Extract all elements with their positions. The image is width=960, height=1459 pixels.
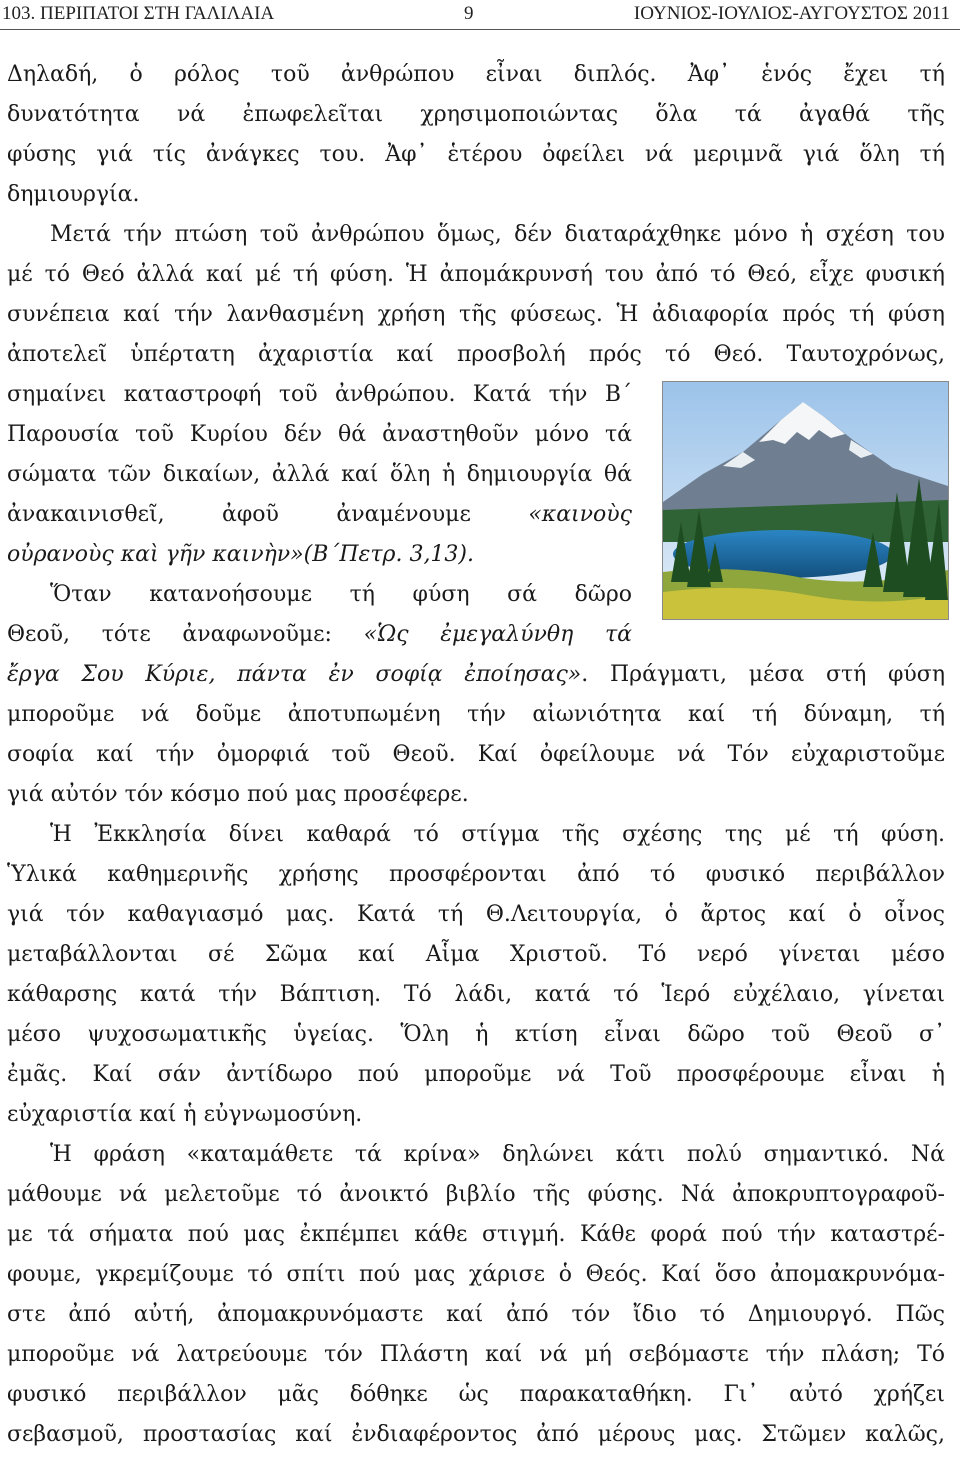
- text-line: φύσης γιά τίς ἀνάγκες του. Ἀφ᾽ ἑτέρου ὀφείλει νά μεριμνᾶ γιά ὅλη τή: [7, 142, 945, 167]
- text-line: γιά τόν καθαγιασμό μας. Κατά τή Θ.Λειτουργία, ὁ ἄρτος καί ὁ οἶνος: [7, 902, 945, 927]
- text-line: σεβασμοῦ, προστασίας καί ἐνδιαφέροντος ἀπό μέρους μας. Στῶμεν καλῶς,: [7, 1422, 945, 1447]
- text-line: κάθαρσης κατά τήν Βάπτιση. Τό λάδι, κατά τό Ἱερό εὐχέλαιο, γίνεται: [7, 982, 945, 1007]
- text-line: Ὅταν κατανοήσουμε τή φύση σά δῶρο: [50, 582, 632, 607]
- issue-date: ΙΟΥΝΙΟΣ-ΙΟΥΛΙΟΣ-ΑΥΓΟΥΣΤΟΣ 2011: [633, 3, 950, 24]
- mountain-lake-illustration: [663, 382, 948, 619]
- text-line: Ἡ Ἐκκλησία δίνει καθαρά τό στίγμα τῆς σχέσης της μέ τή φύση.: [50, 822, 945, 847]
- text-line: συνέπεια καί τήν λανθασμένη χρήση τῆς φύσεως. Ἡ ἀδιαφορία πρός τή φύση: [7, 302, 945, 327]
- text-run: . Πράγματι, μέσα στή φύση: [581, 662, 946, 687]
- text-line: μποροῦμε νά λατρεύουμε τόν Πλάστη καί νά μή σεβόμαστε τήν πλάση; Τό: [7, 1342, 945, 1367]
- landscape-photo: [662, 381, 949, 620]
- text-line: σοφία καί τήν ὀμορφιά τοῦ Θεοῦ. Καί ὀφείλουμε νά Τόν εὐχαριστοῦμε: [7, 742, 945, 767]
- text-line: ἀποτελεῖ ὑπέρτατη ἀχαριστία καί προσβολή πρός τό Θεό. Ταυτοχρόνως,: [7, 342, 945, 367]
- header-title: 103. ΠΕΡΙΠΑΤΟΙ ΣΤΗ ΓΑΛΙΛΑΙΑ: [2, 3, 275, 24]
- running-header: [0, 0, 960, 28]
- text-line: [7, 655, 945, 695]
- text-line: φουμε, γκρεμίζουμε τό σπίτι πού μας χάρισε ὁ Θεός. Καί ὅσο ἀπομακρυνόμα-: [7, 1262, 945, 1287]
- text-line: δημιουργία.: [7, 182, 140, 207]
- scripture-quote: οὐρανοὺς καὶ γῆν καινὴν»(Β΄Πετρ. 3,13).: [7, 542, 475, 567]
- text-line: Παρουσία τοῦ Κυρίου δέν θά ἀναστηθοῦν μόνο τά: [7, 422, 632, 447]
- text-line: μποροῦμε νά δοῦμε ἀποτυπωμένη τήν αἰωνιότητα καί τή δύναμη, τή: [7, 702, 945, 727]
- text-line: ἐμᾶς. Καί σάν ἀντίδωρο πού μποροῦμε νά Τοῦ προσφέρουμε εἶναι ἡ: [7, 1062, 945, 1087]
- text-line: σημαίνει καταστροφή τοῦ ἀνθρώπου. Κατά τήν Β΄: [7, 382, 632, 407]
- text-line: [7, 615, 632, 655]
- text-line: [7, 495, 632, 535]
- text-run: Θεοῦ, τότε ἀναφωνοῦμε:: [7, 622, 364, 647]
- text-line: εὐχαριστία καί ἡ εὐγνωμοσύνη.: [7, 1102, 363, 1127]
- text-line: σώματα τῶν δικαίων, ἀλλά καί ὅλη ἡ δημιουργία θά: [7, 462, 632, 487]
- quote-run: «Ὡς ἐμεγαλύνθη τά: [363, 622, 633, 647]
- header-rule: [0, 29, 960, 30]
- page-number: 9: [464, 3, 474, 24]
- text-line: με τά σήματα πού μας ἐκπέμπει κάθε στιγμή. Κάθε φορά πού τήν καταστρέ-: [7, 1222, 945, 1247]
- text-line: Δηλαδή, ὁ ρόλος τοῦ ἀνθρώπου εἶναι διπλός. Ἀφ᾽ ἑνός ἔχει τή: [7, 62, 945, 87]
- text-line: δυνατότητα νά ἐπωφελεῖται χρησιμοποιώντας ὅλα τά ἀγαθά τῆς: [7, 102, 945, 127]
- quote-run: ἔργα Σου Κύριε, πάντα ἐν σοφίᾳ ἐποίησας»: [7, 662, 582, 687]
- text-line: μέσο ψυχοσωματικῆς ὑγείας. Ὅλη ἡ κτίση εἶναι δῶρο τοῦ Θεοῦ σ᾽: [7, 1022, 945, 1047]
- text-line: μεταβάλλονται σέ Σῶμα καί Αἷμα Χριστοῦ. Τό νερό γίνεται μέσο: [7, 942, 945, 967]
- text-line: γιά αὐτόν τόν κόσμο πού μας προσέφερε.: [7, 782, 469, 807]
- text-line: φυσικό περιβάλλον μᾶς δόθηκε ὡς παρακαταθήκη. Γι᾽ αὐτό χρήζει: [7, 1382, 945, 1407]
- text-line: στε ἀπό αὐτή, ἀπομακρυνόμαστε καί ἀπό τόν ἴδιο τό Δημιουργό. Πῶς: [7, 1302, 945, 1327]
- text-line: μέ τό Θεό ἀλλά καί μέ τή φύση. Ἡ ἀπομάκρυνσή του ἀπό τό Θεό, εἶχε φυσική: [7, 262, 945, 287]
- text-line: Ἡ φράση «καταμάθετε τά κρίνα» δηλώνει κάτι πολύ σημαντικό. Νά: [50, 1142, 945, 1167]
- text-line: Ὑλικά καθημερινῆς χρήσης προσφέρονται ἀπό τό φυσικό περιβάλλον: [7, 862, 945, 887]
- text-run: ἀνακαινισθεῖ, ἀφοῦ ἀναμένουμε: [7, 502, 529, 527]
- text-line: μάθουμε νά μελετοῦμε τό ἀνοικτό βιβλίο τῆς φύσης. Νά ἀποκρυπτογραφοῦ-: [7, 1182, 945, 1207]
- text-line: Μετά τήν πτώση τοῦ ἀνθρώπου ὅμως, δέν διαταράχθηκε μόνο ἡ σχέση του: [50, 222, 945, 247]
- quote-run: «καινοὺς: [528, 502, 632, 527]
